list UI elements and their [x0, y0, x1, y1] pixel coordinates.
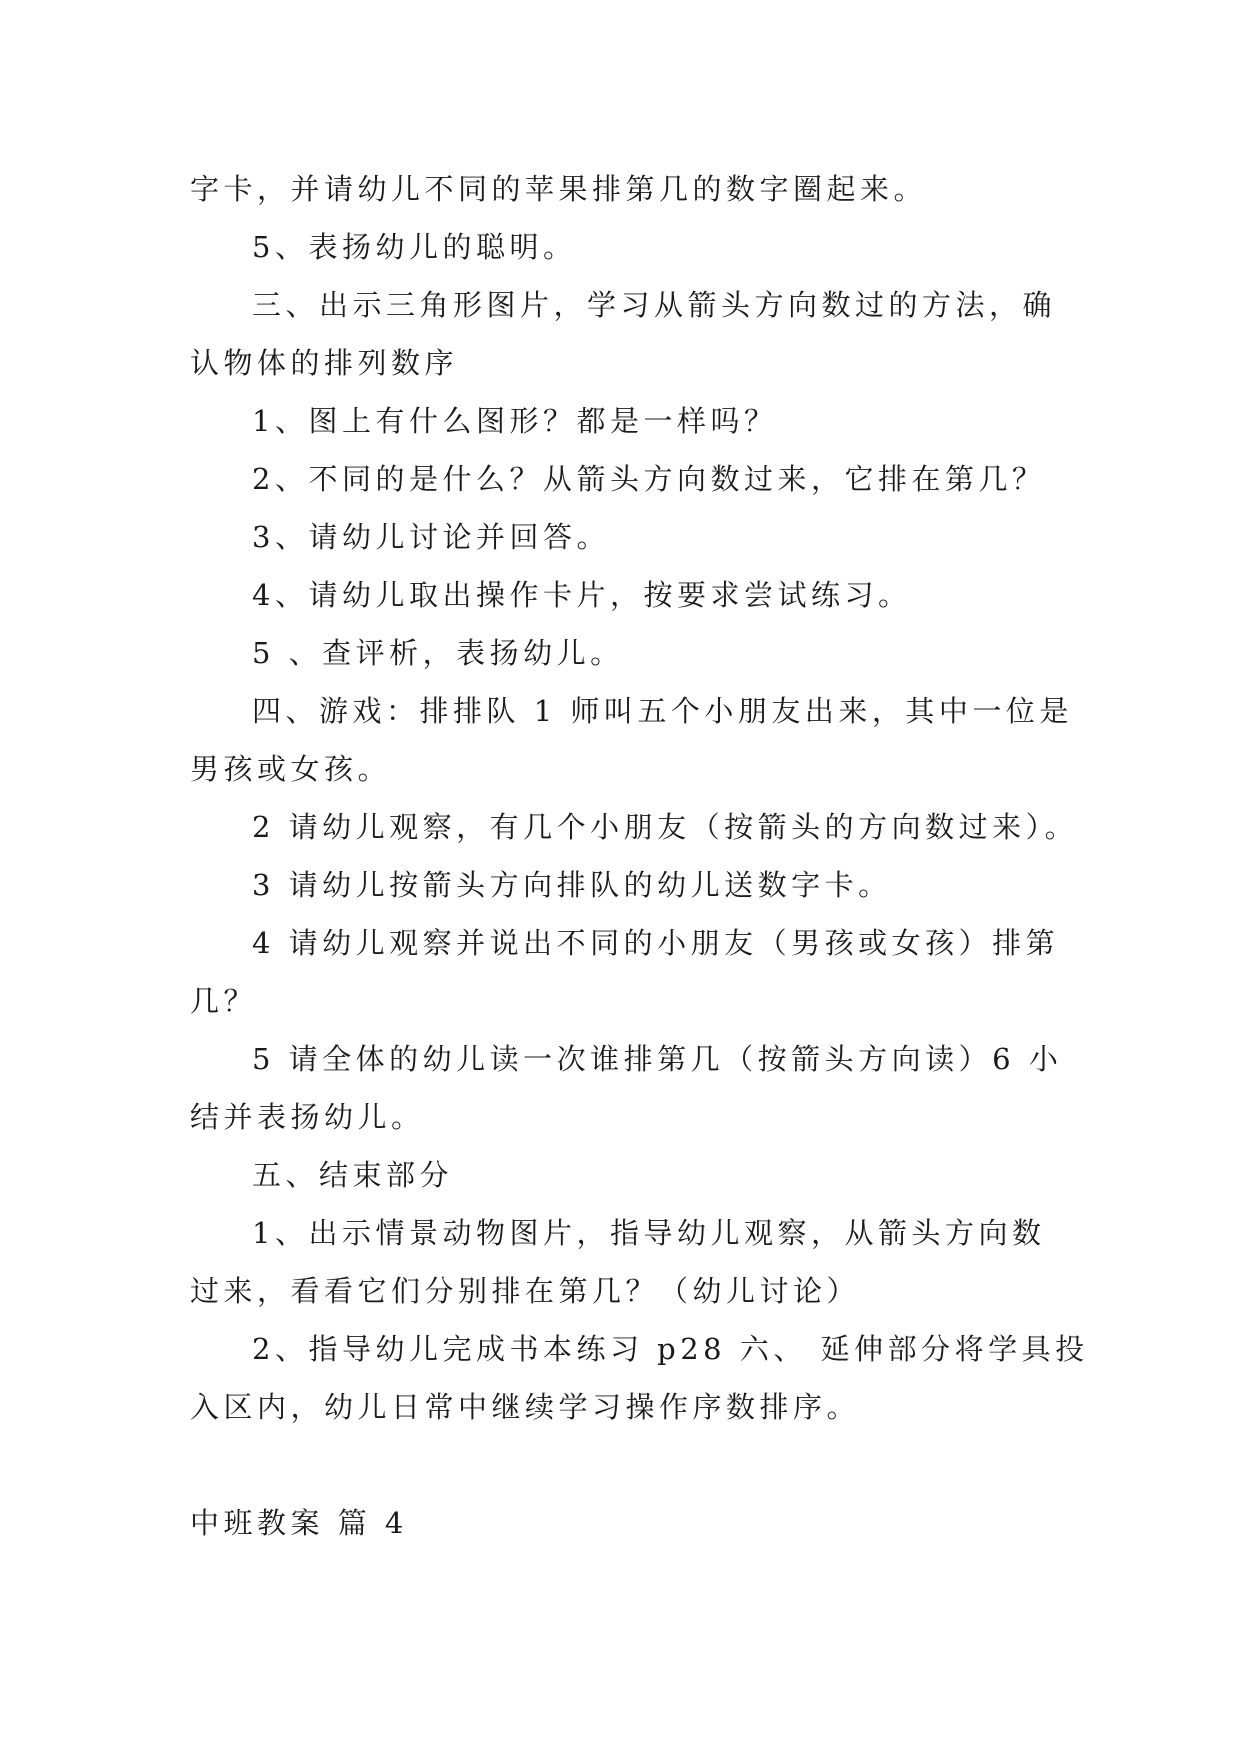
text-line: 4、请幼儿取出操作卡片，按要求尝试练习。 — [252, 578, 912, 612]
text-line: 1、出示情景动物图片，指导幼儿观察，从箭头方向数 — [252, 1216, 1046, 1250]
text-line: 3 请幼儿按箭头方向排队的幼儿送数字卡。 — [252, 868, 892, 902]
text-line: 四、游戏：排排队 1 师叫五个小朋友出来，其中一位是 — [252, 694, 1073, 728]
text-line: 结并表扬幼儿。 — [190, 1100, 425, 1134]
text-line: 三、出示三角形图片，学习从箭头方向数过的方法，确 — [252, 288, 1057, 322]
text-line: 入区内，幼儿日常中继续学习操作序数排序。 — [190, 1390, 861, 1424]
text-line: 过来，看看它们分别排在第几？（幼儿讨论） — [190, 1274, 861, 1308]
text-line: 五、结束部分 — [252, 1158, 454, 1192]
text-line: 5 请全体的幼儿读一次谁排第几（按箭头方向读）6 小 — [252, 1042, 1063, 1076]
text-line: 2 请幼儿观察，有几个小朋友（按箭头的方向数过来）。 — [252, 810, 1079, 844]
text-line: 3、请幼儿讨论并回答。 — [252, 520, 610, 554]
paragraph-gap — [190, 1436, 1070, 1494]
text-line: 5、表扬幼儿的聪明。 — [252, 230, 577, 264]
text-line: 男孩或女孩。 — [190, 752, 392, 786]
document-body — [190, 160, 1089, 1552]
text-line: 几？ — [190, 984, 258, 1018]
text-line: 5 、查评析，表扬幼儿。 — [252, 636, 624, 670]
text-line: 4 请幼儿观察并说出不同的小朋友（男孩或女孩）排第 — [252, 926, 1060, 960]
text-line: 2、不同的是什么？从箭头方向数过来，它排在第几？ — [252, 462, 1046, 496]
text-line: 字卡，并请幼儿不同的苹果排第几的数字圈起来。 — [190, 172, 928, 206]
text-line: 1、图上有什么图形？都是一样吗？ — [252, 404, 778, 438]
section-heading: 中班教案 篇 4 — [190, 1506, 408, 1540]
text-line: 2、指导幼儿完成书本练习 p28 六、 延伸部分将学具投 — [252, 1332, 1089, 1366]
text-line: 认物体的排列数序 — [190, 346, 459, 380]
